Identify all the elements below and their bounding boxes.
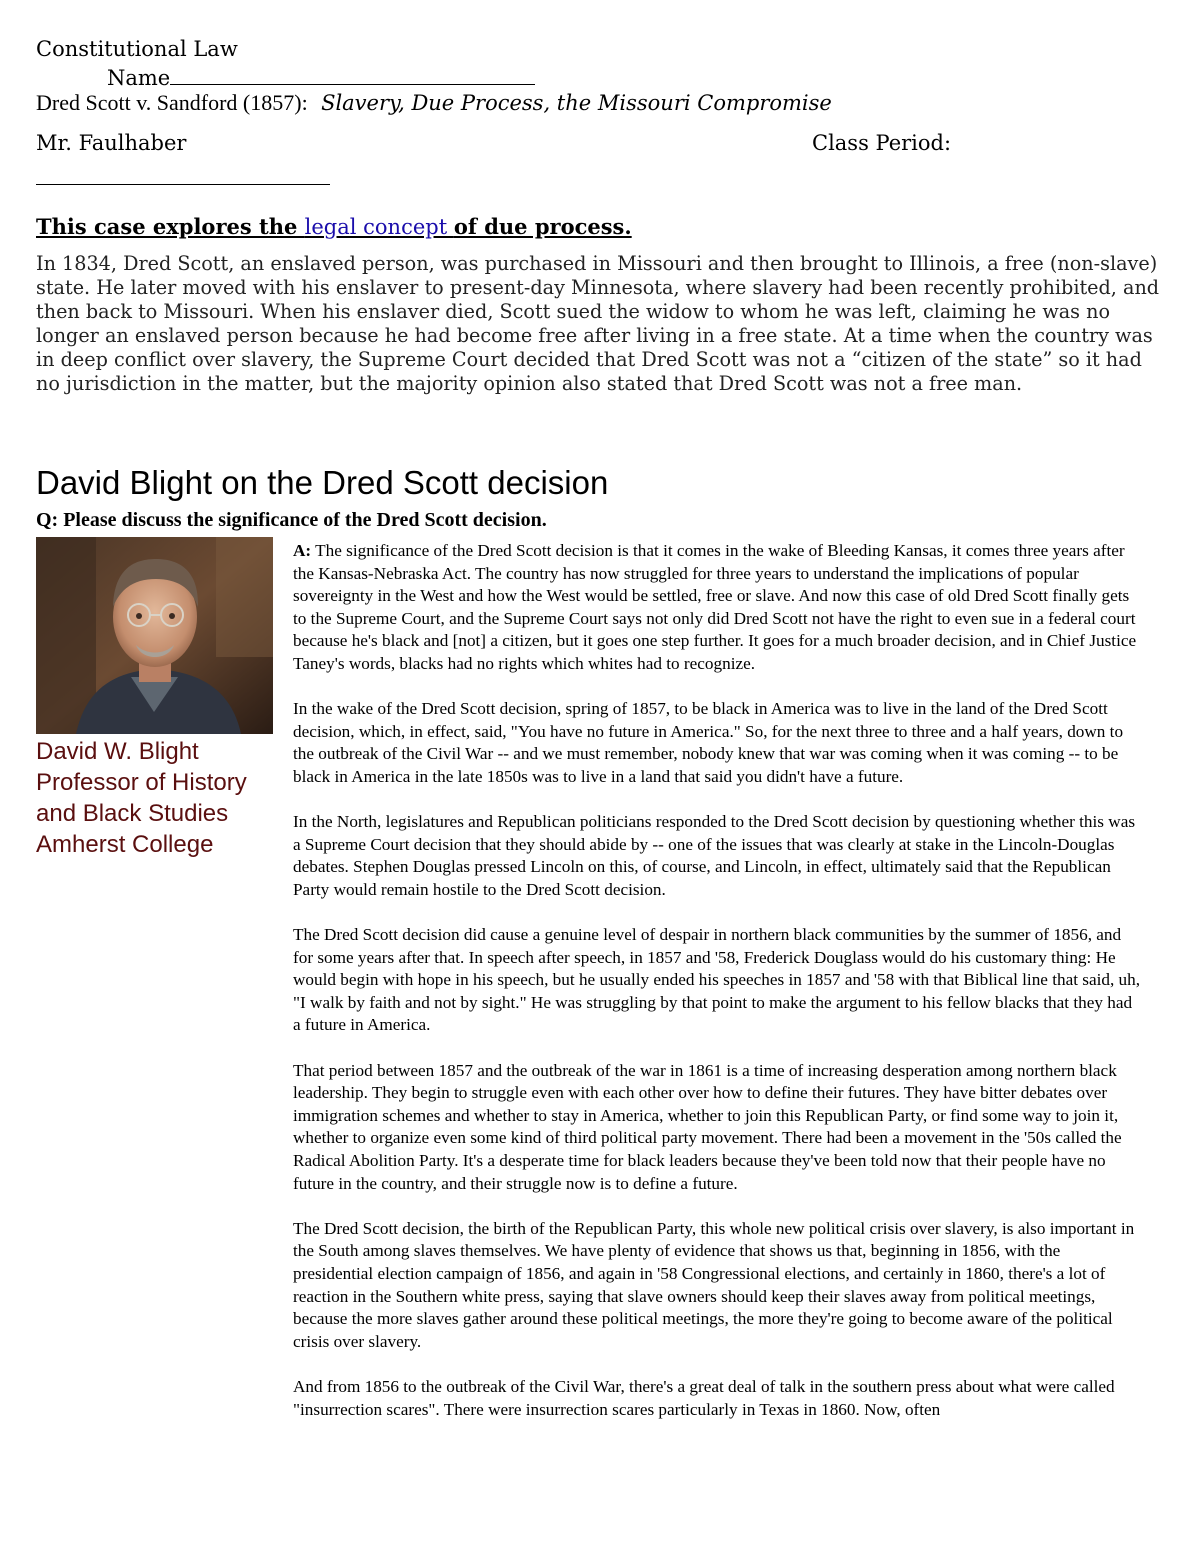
class-period-label: Class Period: [812, 131, 952, 155]
course-title: Constitutional Law [36, 37, 238, 61]
portrait-photo [36, 537, 273, 734]
answer-paragraph: And from 1856 to the outbreak of the Civil War, there's a great deal of talk in the southern press about what were called "insurrection scares". There were insurrection scares particularly in Texas in 1860. Now, often [293, 1376, 1115, 1419]
answer-paragraph: That period between 1857 and the outbreak of the war in 1861 is a time of increasing desperation among northern black leadership. They begin to struggle even with each other over how to define their futures. They have bitter debates over immigration schemes and whether to stay in America, whether to join this Republican Party, or find some way to join it, whether to organize even some kind of third political party movement. There had been a movement in the '50s called the Radical Abolition Party. It's a desperate time for black leaders because they've been told now that their people have no future in the country, and their struggle now is to define a future. [293, 1060, 1122, 1193]
interview-question: Q: Please discuss the significance of the Dred Scott decision. [36, 509, 547, 531]
answer-label: A: [293, 541, 312, 560]
answer-paragraph: The Dred Scott decision, the birth of the Republican Party, this whole new political crisis over slavery, is also important in the South among slaves themselves. We have plenty of evidence that shows us that, beginning in 1856, with the presidential election campaign of 1856, and again in '58 Congressional elections, and certainly in 1860, there's a lot of reaction in the Southern white press, saying that slave owners should keep their slaves away from political meetings, because the more slaves gather around these political meetings, the more they're going to become aware of the political crisis over slavery. [293, 1218, 1135, 1351]
name-label: Name [107, 66, 171, 90]
intro-heading [36, 214, 632, 239]
caption-line: David W. Blight [36, 738, 199, 765]
answer-paragraph [293, 540, 1143, 676]
caption-line: Professor of History [36, 769, 247, 796]
class-period-blank-line[interactable] [36, 184, 330, 185]
case-summary: In 1834, Dred Scott, an enslaved person, was purchased in Missouri and then brought to Illinois, a free (non-slave) state. He later moved with his enslaver to present-day Minnesota, where slavery had been recently prohibited, and then back to Missouri. When his enslaver died, Scott sued the widow to whom he was left, claiming he was no longer an enslaved person because he had become free after living in a free state. At a time when the country was in deep conflict over slavery, the Supreme Court decided that Dred Scott was not a “citizen of the state” so it had no jurisdiction in the matter, but the majority opinion also stated that Dred Scott was not a free man. [36, 252, 1160, 395]
answer-paragraph: In the North, legislatures and Republican politicians responded to the Dred Scott decision by questioning whether this was a Supreme Court decision that they should abide by -- one of the issues that was clearly at stake in the Lincoln-Douglas debates. Stephen Douglas pressed Lincoln on this, of course, and Lincoln, in effect, ultimately said that the Republican Party would remain hostile to the Dred Scott decision. [293, 812, 1136, 899]
case-topic: Slavery, Due Process, the Missouri Compromise [321, 91, 832, 115]
intro-heading-end: of due process. [453, 214, 632, 239]
interview-title: David Blight on the Dred Scott decision [36, 464, 609, 501]
legal-concept-link[interactable]: legal concept [304, 215, 454, 239]
answer-paragraph: The Dred Scott decision did cause a genuine level of despair in northern black communities by the summer of 1856, and for some years after that. In speech after speech, in 1857 and '58, Frederick Douglass would do his customary thing: He would begin with hope in his speech, but he usually ended his speeches in 1857 and '58 with that Biblical line that said, uh, "I walk by faith and not by sight." He was struggling by that point to make the argument to his fellow blacks that they had a future in America. [293, 925, 1141, 1035]
case-title-line [36, 90, 832, 116]
caption-line: and Black Studies [36, 800, 229, 827]
teacher-name: Mr. Faulhaber [36, 131, 187, 155]
answer-paragraph: In the wake of the Dred Scott decision, spring of 1857, to be black in America was to live in the land of the Dred Scott decision, which, in effect, said, "You have no future in America." So, for the next three to three and a half years, down to the outbreak of the Civil War -- and we must remember, nobody knew that war was coming when it was coming -- to be black in America in the late 1850s was to live in a land that said you didn't have a future. [293, 699, 1124, 786]
portrait-caption [36, 736, 276, 860]
caption-line: Amherst College [36, 831, 214, 858]
name-field [107, 64, 535, 91]
case-title: Dred Scott v. Sandford (1857): [36, 90, 308, 115]
interview-answer [293, 540, 1143, 1421]
answer-text: The significance of the Dred Scott decision is that it comes in the wake of Bleeding Kansas, it comes three years after the Kansas-Nebraska Act. The country has now struggled for three years to understand the implications of popular sovereignty in the West and how the West would be settled, free or slave. And now this case of old Dred Scott finally gets to the Supreme Court, and the Supreme Court says not only did Dred Scott not have the right to even sue in a federal court because he's black and [not] a citizen, but it goes one step further. It goes for a much broader decision, and in Chief Justice Taney's words, blacks had no rights which whites had to recognize. [293, 541, 1137, 673]
intro-heading-start: This case explores the [36, 214, 305, 239]
name-blank-line[interactable] [170, 64, 535, 85]
